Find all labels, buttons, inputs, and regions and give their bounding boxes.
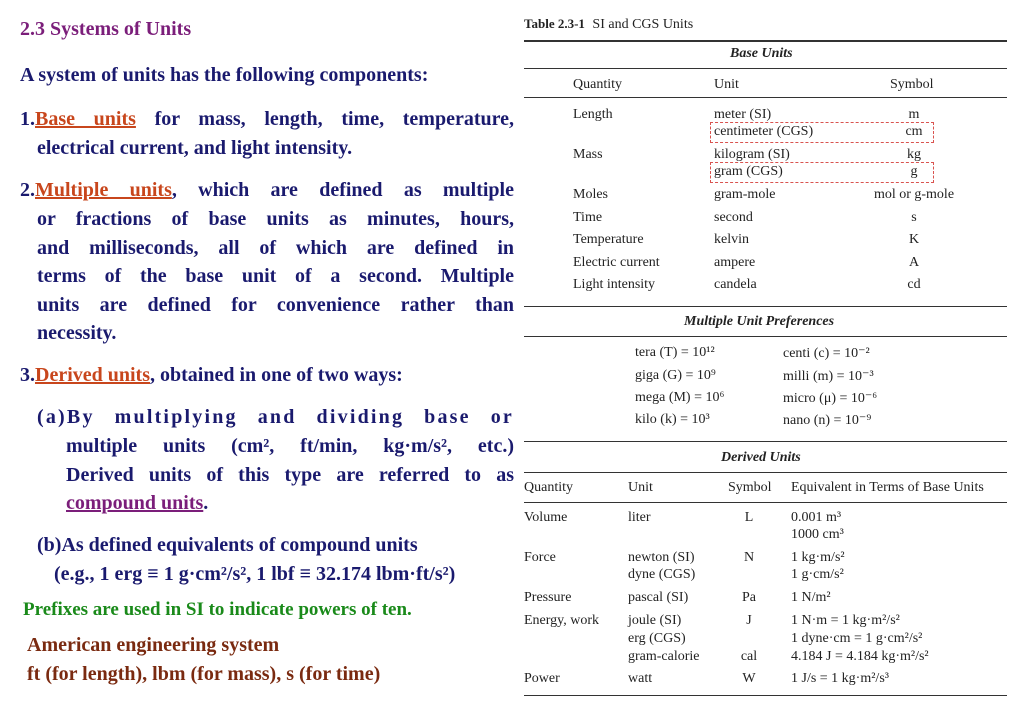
multiple-prefix-small: micro (μ) = 10⁻⁶ xyxy=(783,391,878,406)
base-row-quantity: Light intensity xyxy=(573,277,656,292)
item2-line3: and milliseconds, all of which are defined in xyxy=(37,236,514,259)
item2-line2: or fractions of base units as minutes, hours, xyxy=(37,208,514,230)
base-row-symbol: kg xyxy=(907,147,921,162)
item1-line2: electrical current, and light intensity. xyxy=(37,137,353,159)
cgs-mass-highlight xyxy=(710,162,934,183)
derived-header-unit: Unit xyxy=(628,480,653,495)
base-row-symbol: s xyxy=(911,210,917,225)
multiple-prefix-large: kilo (k) = 10³ xyxy=(635,412,710,427)
table-caption-number: Table 2.3-1 xyxy=(524,16,585,31)
derived-row-equivalent: 1 g·cm/s² xyxy=(791,567,844,582)
item3a-body xyxy=(66,432,514,518)
multiple-prefix-large: giga (G) = 10⁹ xyxy=(635,368,716,383)
multiple-prefix-large: tera (T) = 10¹² xyxy=(635,345,715,360)
base-row-symbol: A xyxy=(908,255,920,270)
derived-row-equivalent: 1 N·m = 1 kg·m²/s² xyxy=(791,613,900,628)
derived-row-symbol: W xyxy=(742,671,756,686)
derived-row-unit: joule (SI) xyxy=(628,613,682,628)
derived-row-unit: watt xyxy=(628,671,653,686)
derived-row-quantity: Pressure xyxy=(524,590,572,605)
base-row-unit: second xyxy=(714,210,753,225)
derived-row-unit: dyne (CGS) xyxy=(628,567,696,582)
item-base-units xyxy=(20,105,514,134)
american-system-title: American engineering system xyxy=(27,634,280,656)
derived-header-quantity: Quantity xyxy=(524,480,573,495)
derived-row-unit: newton (SI) xyxy=(628,550,695,565)
item3a-line2: multiple units (cm², ft/min, kg·m/s², etc.) xyxy=(66,435,514,457)
cgs-length-highlight xyxy=(710,122,934,143)
prefix-note: Prefixes are used in SI to indicate powers of ten. xyxy=(23,599,412,620)
derived-row-quantity: Energy, work xyxy=(524,613,600,628)
base-row-symbol: cm xyxy=(905,124,923,139)
item-multiple-units xyxy=(20,176,514,205)
derived-row-quantity: Force xyxy=(524,550,556,565)
derived-row-equivalent: 1 dyne·cm = 1 g·cm²/s² xyxy=(791,631,923,646)
item2-line1-rest: , which are defined as multiple xyxy=(171,179,514,201)
base-row-quantity: Length xyxy=(573,107,613,122)
item-derived-units xyxy=(20,361,403,390)
item3a-line3: Derived units of this type are referred to as xyxy=(66,463,514,486)
base-row-unit: gram-mole xyxy=(714,187,776,202)
item3-rest: , obtained in one of two ways: xyxy=(150,364,403,386)
item3a-line1-wrap xyxy=(37,403,514,432)
base-row-unit: centimeter (CGS) xyxy=(714,124,814,139)
multiple-units-term: Multiple units xyxy=(35,179,172,201)
item2-line4: terms of the base unit of a second. Multiple xyxy=(37,265,514,287)
base-row-unit: ampere xyxy=(714,255,756,270)
american-system-units: ft (for length), lbm (for mass), s (for time) xyxy=(27,663,381,685)
table-caption-text: SI and CGS Units xyxy=(592,17,694,32)
derived-row-symbol: cal xyxy=(740,649,758,664)
item2-body xyxy=(37,205,514,348)
item3b-line1: (b)As defined equivalents of compound units xyxy=(37,534,418,556)
base-header-rule xyxy=(524,97,1007,98)
base-row-unit: kelvin xyxy=(714,232,749,247)
base-row-unit: meter (SI) xyxy=(714,107,772,122)
item1-line1-rest: for mass, length, time, temperature, xyxy=(135,108,515,130)
derived-row-equivalent: 1 N/m² xyxy=(791,590,831,605)
item3-number: 3. xyxy=(20,364,35,386)
base-row-symbol: K xyxy=(908,232,920,247)
base-header-unit: Unit xyxy=(714,77,739,92)
multiple-prefix-small: nano (n) = 10⁻⁹ xyxy=(783,413,872,428)
derived-row-equivalent: 1 kg·m/s² xyxy=(791,550,845,565)
base-header-quantity: Quantity xyxy=(573,77,622,92)
multiple-prefix-large: mega (M) = 10⁶ xyxy=(635,390,725,405)
slide-title: 2.3 Systems of Units xyxy=(20,18,192,40)
item3a-term-end: . xyxy=(203,492,209,514)
derived-header-equivalent: Equivalent in Terms of Base Units xyxy=(791,480,984,495)
item3a-line1: (a)By multiplying and dividing base or xyxy=(37,406,514,428)
base-row-unit: gram (CGS) xyxy=(714,164,783,179)
item2-number: 2. xyxy=(20,179,35,201)
derived-row-unit: pascal (SI) xyxy=(628,590,689,605)
item1-number: 1. xyxy=(20,108,35,130)
base-units-term: Base units xyxy=(35,108,136,130)
derived-row-equivalent: 4.184 J = 4.184 kg·m²/s² xyxy=(791,649,929,664)
intro-text: A system of units has the following components: xyxy=(20,64,429,86)
derived-units-term: Derived units xyxy=(35,364,150,386)
item3b-line2: (e.g., 1 erg ≡ 1 g·cm²/s², 1 lbf ≡ 32.174 lbm·ft/s²) xyxy=(54,563,456,585)
multiple-prefix-small: centi (c) = 10⁻² xyxy=(783,346,870,361)
base-row-symbol: g xyxy=(910,164,918,179)
derived-row-symbol: L xyxy=(744,510,754,525)
derived-row-symbol: Pa xyxy=(742,590,756,605)
compound-units-term: compound units xyxy=(66,492,204,514)
base-header-symbol: Symbol xyxy=(890,77,934,92)
derived-row-unit: liter xyxy=(628,510,651,525)
derived-units-bottom-rule xyxy=(524,695,1007,696)
derived-row-symbol: J xyxy=(746,613,752,628)
multiple-units-section-title: Multiple Unit Preferences xyxy=(684,314,835,329)
base-row-quantity: Temperature xyxy=(573,232,644,247)
base-units-bottom-rule xyxy=(524,306,1007,307)
multiple-units-bottom-rule xyxy=(524,441,1007,442)
base-row-quantity: Moles xyxy=(573,187,608,202)
base-units-rule xyxy=(524,68,1007,69)
derived-row-equivalent: 1 J/s = 1 kg·m²/s³ xyxy=(791,671,889,686)
derived-row-quantity: Power xyxy=(524,671,560,686)
base-row-symbol: m xyxy=(908,107,920,122)
derived-header-rule xyxy=(524,502,1007,503)
base-row-unit: kilogram (SI) xyxy=(714,147,790,162)
item2-line6: necessity. xyxy=(37,322,117,344)
base-row-symbol: cd xyxy=(907,277,921,292)
multiple-prefix-small: milli (m) = 10⁻³ xyxy=(783,369,874,384)
table-caption xyxy=(524,16,693,33)
derived-row-unit: gram-calorie xyxy=(628,649,700,664)
derived-row-quantity: Volume xyxy=(524,510,568,525)
derived-row-unit: erg (CGS) xyxy=(628,631,686,646)
base-row-quantity: Electric current xyxy=(573,255,660,270)
base-row-unit: candela xyxy=(714,277,757,292)
derived-row-symbol: N xyxy=(743,550,755,565)
derived-row-equivalent: 1000 cm³ xyxy=(791,527,844,542)
table-top-rule xyxy=(524,40,1007,42)
multiple-units-rule xyxy=(524,336,1007,337)
base-row-quantity: Mass xyxy=(573,147,603,162)
derived-row-equivalent: 0.001 m³ xyxy=(791,510,842,525)
base-row-symbol: mol or g-mole xyxy=(873,187,955,202)
derived-header-symbol: Symbol xyxy=(728,480,772,495)
derived-units-section-title: Derived Units xyxy=(721,450,801,465)
base-row-quantity: Time xyxy=(573,210,603,225)
base-units-section-title: Base Units xyxy=(730,46,793,61)
derived-units-rule xyxy=(524,472,1007,473)
item2-line5: units are defined for convenience rather than xyxy=(37,293,514,316)
